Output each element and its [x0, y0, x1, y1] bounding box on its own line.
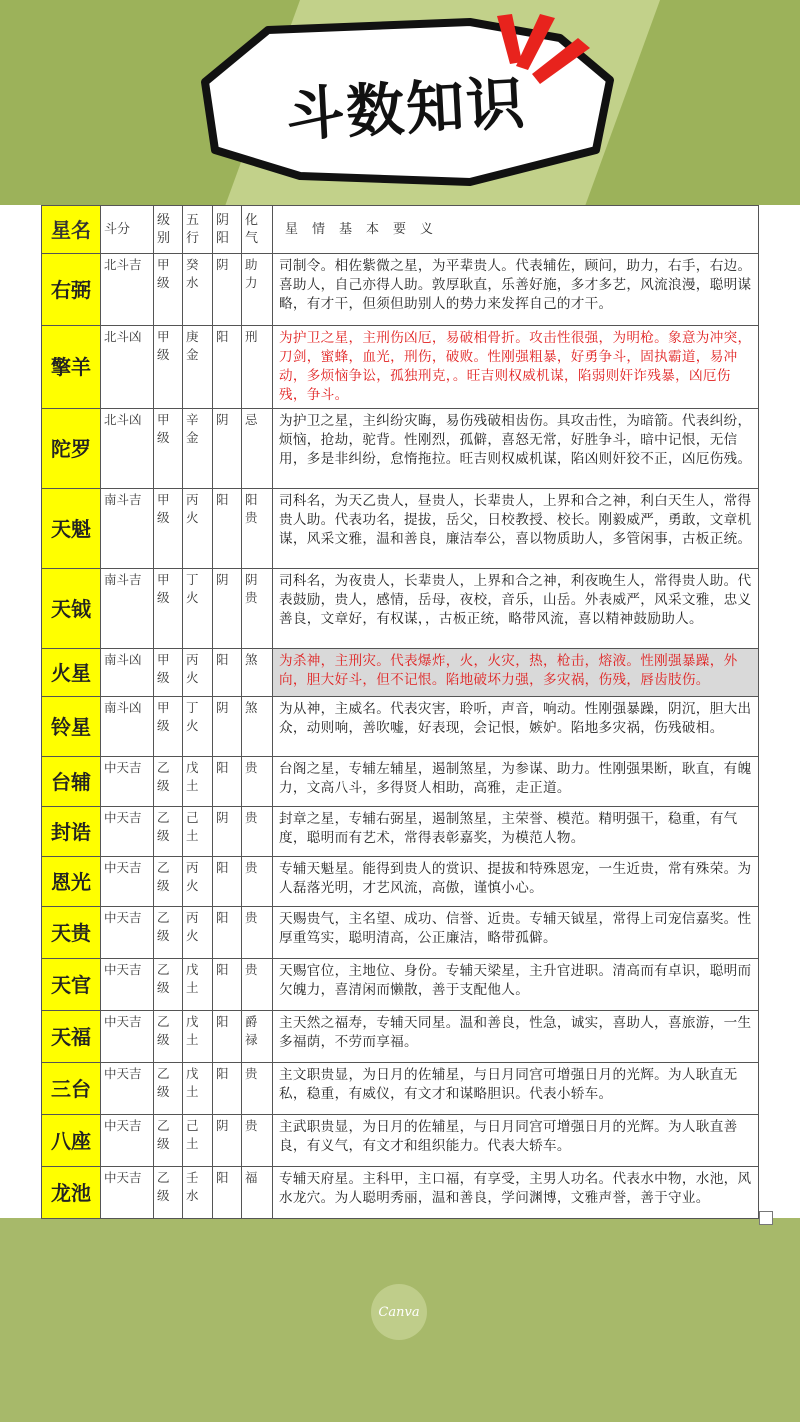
cell-wuxing: 戊土	[183, 959, 213, 1011]
cell-desc: 主武职贵显，为日月的佐辅星，与日月同宫可增强日月的光辉。为人耿直善良，有义气，有文才和组织能力。代表大轿车。	[273, 1115, 759, 1167]
cell-level: 乙级	[154, 1167, 183, 1219]
cell-name: 擎羊	[42, 326, 101, 409]
cell-name: 恩光	[42, 857, 101, 907]
cell-name: 天官	[42, 959, 101, 1011]
cell-level: 乙级	[154, 1063, 183, 1115]
cell-desc: 专辅天府星。主科甲，主口福，有享受，主男人功名。代表水中物，水池，风水龙穴。为人聪明秀丽，温和善良，学问渊博，文雅声誉，善于守业。	[273, 1167, 759, 1219]
document-sheet	[0, 205, 800, 1218]
table-row	[42, 807, 759, 857]
table-header-row	[42, 206, 759, 254]
cell-name: 封诰	[42, 807, 101, 857]
cell-wuxing: 辛金	[183, 409, 213, 489]
cell-yinyang: 阳	[213, 326, 242, 409]
table-row	[42, 959, 759, 1011]
table-row	[42, 326, 759, 409]
cell-resize-handle[interactable]	[759, 1211, 773, 1225]
cell-dou: 北斗凶	[101, 326, 154, 409]
cell-huaqi: 助力	[242, 254, 273, 326]
cell-desc: 司科名，为天乙贵人，昼贵人，长辈贵人，上界和合之神，利白天生人，常得贵人助。代表功名，提拔，岳父，日校教授、校长。刚毅威严，勇敢，文章机谋，风采文雅，温和善良，廉洁奉公，喜以物质助人，多管闲事，古板正统。	[273, 489, 759, 569]
cell-dou: 中天吉	[101, 1063, 154, 1115]
star-table	[41, 205, 759, 1219]
cell-yinyang: 阳	[213, 959, 242, 1011]
cell-wuxing: 己土	[183, 1115, 213, 1167]
cell-name: 台辅	[42, 757, 101, 807]
cell-dou: 北斗吉	[101, 254, 154, 326]
cell-yinyang: 阳	[213, 907, 242, 959]
cell-huaqi: 煞	[242, 649, 273, 697]
header-yinyang: 阴阳	[213, 206, 242, 254]
cell-yinyang: 阳	[213, 489, 242, 569]
cell-huaqi: 阳贵	[242, 489, 273, 569]
cell-yinyang: 阳	[213, 857, 242, 907]
cell-desc: 台阁之星，专辅左辅星，遏制煞星，为参谋、助力。性刚强果断，耿直，有魄力，文高八斗，多得贤人相助，高雅，走正道。	[273, 757, 759, 807]
cell-huaqi: 刑	[242, 326, 273, 409]
cell-level: 乙级	[154, 959, 183, 1011]
cell-name: 八座	[42, 1115, 101, 1167]
cell-dou: 中天吉	[101, 757, 154, 807]
cell-wuxing: 戊土	[183, 1063, 213, 1115]
table-row	[42, 757, 759, 807]
cell-huaqi: 贵	[242, 1115, 273, 1167]
cell-huaqi: 贵	[242, 807, 273, 857]
header-desc: 星情基本要义	[273, 206, 759, 254]
table-row	[42, 254, 759, 326]
cell-wuxing: 戊土	[183, 757, 213, 807]
cell-wuxing: 庚金	[183, 326, 213, 409]
header-dou: 斗分	[101, 206, 154, 254]
cell-wuxing: 戊土	[183, 1011, 213, 1063]
cell-huaqi: 煞	[242, 697, 273, 757]
table-row	[42, 1011, 759, 1063]
cell-huaqi: 忌	[242, 409, 273, 489]
cell-huaqi: 贵	[242, 757, 273, 807]
cell-level: 乙级	[154, 1115, 183, 1167]
cell-dou: 南斗吉	[101, 489, 154, 569]
cell-name: 龙池	[42, 1167, 101, 1219]
cell-wuxing: 丙火	[183, 907, 213, 959]
cell-dou: 南斗凶	[101, 649, 154, 697]
cell-huaqi: 贵	[242, 907, 273, 959]
cell-level: 乙级	[154, 907, 183, 959]
cell-huaqi: 福	[242, 1167, 273, 1219]
table-row	[42, 1167, 759, 1219]
cell-dou: 中天吉	[101, 807, 154, 857]
cell-wuxing: 癸水	[183, 254, 213, 326]
cell-wuxing: 壬水	[183, 1167, 213, 1219]
cell-dou: 南斗吉	[101, 569, 154, 649]
cell-huaqi: 贵	[242, 1063, 273, 1115]
cell-level: 甲级	[154, 697, 183, 757]
cell-name: 火星	[42, 649, 101, 697]
header-banner	[0, 0, 800, 205]
cell-desc: 为从神，主威名。代表灾害，聆听，声音，响动。性刚强暴躁，阴沉，胆大出众，动则响，善吹嘘，好表现，会记恨，嫉妒。陷地多灾祸，伤残破相。	[273, 697, 759, 757]
cell-desc: 司科名，为夜贵人，长辈贵人，上界和合之神，利夜晚生人，常得贵人助。代表鼓励，贵人，感情，岳母，夜校，音乐，山岳。外表威严，风采文雅，忠义善良，文章好，有权谋，，古板正统，略带风流，喜以精神鼓励助人。	[273, 569, 759, 649]
cell-yinyang: 阳	[213, 757, 242, 807]
cell-level: 甲级	[154, 489, 183, 569]
cell-huaqi: 阴贵	[242, 569, 273, 649]
cell-level: 乙级	[154, 757, 183, 807]
cell-name: 三台	[42, 1063, 101, 1115]
table-row	[42, 489, 759, 569]
cell-yinyang: 阳	[213, 1167, 242, 1219]
table-row	[42, 697, 759, 757]
cell-name: 天贵	[42, 907, 101, 959]
canva-logo: Canva	[371, 1284, 427, 1340]
cell-level: 乙级	[154, 857, 183, 907]
cell-dou: 中天吉	[101, 1167, 154, 1219]
cell-level: 甲级	[154, 254, 183, 326]
cell-wuxing: 丁火	[183, 569, 213, 649]
cell-desc: 为护卫之星，主纠纷灾晦，易伤残破相齿伤。具攻击性，为暗箭。代表纠纷，烦恼，抢劫，驼背。性刚烈，孤僻，喜怒无常，好胜争斗，暗中记恨，无信用，多是非纠纷，怠惰拖拉。旺吉则权威机谋，陷凶则奸狡不正，凶厄伤残。	[273, 409, 759, 489]
cell-wuxing: 丙火	[183, 649, 213, 697]
cell-wuxing: 己土	[183, 807, 213, 857]
header-name: 星名	[42, 206, 101, 254]
cell-dou: 中天吉	[101, 959, 154, 1011]
cell-wuxing: 丙火	[183, 489, 213, 569]
cell-wuxing: 丙火	[183, 857, 213, 907]
cell-dou: 中天吉	[101, 1011, 154, 1063]
cell-yinyang: 阴	[213, 807, 242, 857]
table-row	[42, 649, 759, 697]
cell-huaqi: 贵	[242, 857, 273, 907]
cell-desc: 天赐贵气，主名望、成功、信誉、近贵。专辅天钺星，常得上司宠信嘉奖。性厚重笃实，聪明清高，公正廉洁，略带孤僻。	[273, 907, 759, 959]
cell-level: 甲级	[154, 409, 183, 489]
cell-yinyang: 阴	[213, 569, 242, 649]
cell-huaqi: 爵禄	[242, 1011, 273, 1063]
cell-desc: 专辅天魁星。能得到贵人的赏识、提拔和特殊恩宠，一生近贵，常有殊荣。为人磊落光明，才艺风流，高傲，谨慎小心。	[273, 857, 759, 907]
cell-name: 铃星	[42, 697, 101, 757]
cell-yinyang: 阴	[213, 1115, 242, 1167]
cell-dou: 中天吉	[101, 1115, 154, 1167]
cell-wuxing: 丁火	[183, 697, 213, 757]
cell-desc: 主天然之福寿，专辅天同星。温和善良，性急，诚实，喜助人，喜旅游，一生多福荫，不劳而享福。	[273, 1011, 759, 1063]
cell-name: 右弼	[42, 254, 101, 326]
cell-huaqi: 贵	[242, 959, 273, 1011]
table-row	[42, 1115, 759, 1167]
header-huaqi: 化气	[242, 206, 273, 254]
cell-name: 天福	[42, 1011, 101, 1063]
cell-dou: 中天吉	[101, 857, 154, 907]
cell-yinyang: 阳	[213, 1011, 242, 1063]
cell-desc: 司制令。相佐紫微之星，为平辈贵人。代表辅佐，顾问，助力，右手，右边。喜助人，自己亦得人助。敦厚耿直，乐善好施，多才多艺，风流浪漫，聪明谋略，有才干，但须但助别人的势力来发挥自己的才干。	[273, 254, 759, 326]
cell-yinyang: 阳	[213, 1063, 242, 1115]
table-row	[42, 569, 759, 649]
cell-level: 乙级	[154, 807, 183, 857]
cell-dou: 北斗凶	[101, 409, 154, 489]
table-row	[42, 857, 759, 907]
cell-yinyang: 阴	[213, 697, 242, 757]
cell-dou: 南斗凶	[101, 697, 154, 757]
cell-yinyang: 阴	[213, 409, 242, 489]
cell-name: 天魁	[42, 489, 101, 569]
cell-desc: 天赐官位，主地位、身份。专辅天梁星，主升官进职。清高而有卓识，聪明而欠魄力，喜清闲而懒散，善于支配他人。	[273, 959, 759, 1011]
cell-level: 甲级	[154, 649, 183, 697]
cell-yinyang: 阴	[213, 254, 242, 326]
header-level: 级别	[154, 206, 183, 254]
page-title: 斗数知识	[284, 68, 528, 150]
cell-desc: 为护卫之星，主刑伤凶厄，易破相骨折。攻击性很强，为明枪。象意为冲突，刀剑，蜜蜂，血光，刑伤，破败。性刚强粗暴，好勇争斗，固执霸道，易冲动，多烦恼争讼，孤独刑克，。旺吉则权威机谋，陷弱则奸诈残暴，凶厄伤残，争斗。	[273, 326, 759, 409]
cell-dou: 中天吉	[101, 907, 154, 959]
table-row	[42, 1063, 759, 1115]
cell-level: 乙级	[154, 1011, 183, 1063]
cell-name: 天钺	[42, 569, 101, 649]
cell-desc: 为杀神，主刑灾。代表爆炸，火，火灾，热，枪击，熔液。性刚强暴躁，外向，胆大好斗，但不记恨。陷地破坏力强，多灾祸，伤残，唇齿肢伤。	[273, 649, 759, 697]
cell-level: 甲级	[154, 569, 183, 649]
header-wuxing: 五行	[183, 206, 213, 254]
table-row	[42, 409, 759, 489]
cell-level: 甲级	[154, 326, 183, 409]
cell-name: 陀罗	[42, 409, 101, 489]
table-row	[42, 907, 759, 959]
cell-desc: 封章之星，专辅右弼星，遏制煞星，主荣誉、模范。精明强干，稳重，有气度，聪明而有艺术，常得表彰嘉奖，为模范人物。	[273, 807, 759, 857]
cell-yinyang: 阳	[213, 649, 242, 697]
cell-desc: 主文职贵显，为日月的佐辅星，与日月同宫可增强日月的光辉。为人耿直无私，稳重，有威仪，有文才和谋略胆识。代表小轿车。	[273, 1063, 759, 1115]
